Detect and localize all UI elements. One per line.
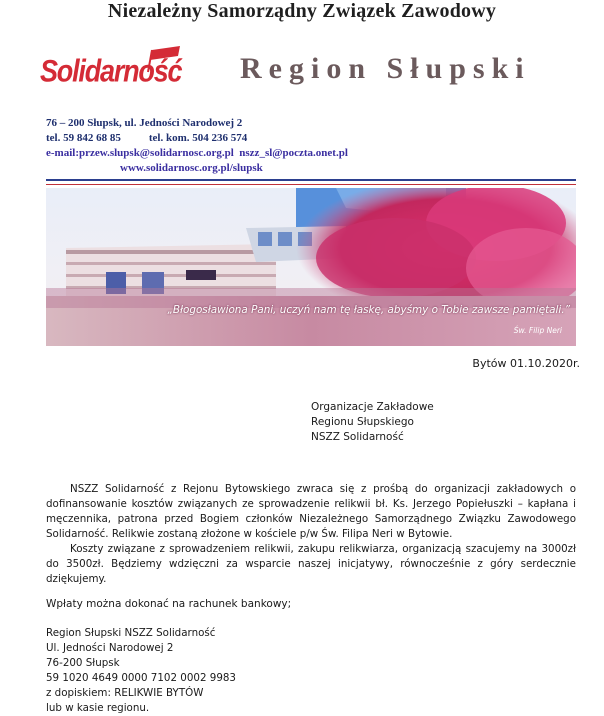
banner-quote: „Błogosławiona Pani, uczyń nam tę łaskę, abyśmy o Tobie zawsze pamiętali.” [167, 304, 570, 316]
church-blossom-illustration [46, 188, 576, 346]
email-link-secondary[interactable]: nszz_sl@poczta.onet.pl [239, 147, 348, 159]
body-paragraph: NSZZ Solidarność z Rejonu Bytowskiego zwraca się z prośbą do organizacji zakładowych o dofinansowanie kosztów związanych ze sprowadzenie relikwii bł. Ks. Jerzego Popiełuszki – kapłana i męczennika, patrona przed Bogiem członków Niezależnego Samorządnego Związku Zawodowego Solidarność. Relikwie zostaną złożone w kościele p/w Św. Filipa Neri w Bytowie. [46, 483, 576, 540]
quote-author: Św. Filip Neri [513, 326, 562, 335]
email-link[interactable]: e-mail:przew.slupsk@solidarnosc.org.pl [46, 147, 234, 159]
account-line: Region Słupski NSZZ Solidarność [46, 627, 216, 639]
logo-wordmark: Solidarność [40, 53, 182, 89]
mobile-phone: tel. kom. 504 236 574 [148, 132, 248, 144]
phone: tel. 59 842 68 85 [46, 132, 121, 144]
body-paragraph: Koszty związane z sprowadzeniem relikwii, zakupu relikwiarza, organizacją szacujemy na 3000zł do 3500zł. Będziemy wdzięczni za wsparcie naszej inicjatywy, równocześnie z góry serdecznie dziękujemy. [46, 543, 576, 585]
letter-body [46, 482, 576, 587]
bank-account-block [46, 626, 446, 716]
email-line [46, 146, 386, 161]
addressee-line: NSZZ Solidarność [311, 431, 404, 443]
address-line: 76 – 200 Słupsk, ul. Jedności Narodowej 2 [46, 117, 243, 129]
account-line: lub w kasie regionu. [46, 702, 150, 714]
transfer-intro: Wpłaty można dokonać na rachunek bankowy; [46, 598, 292, 610]
region-title: Region Słupski [240, 52, 531, 85]
website-link[interactable]: www.solidarnosc.org.pl/slupsk [120, 162, 263, 174]
solidarnosc-logo [40, 42, 200, 112]
contact-block [46, 116, 386, 176]
organization-title: Niezależny Samorządny Związek Zawodowy [107, 0, 497, 22]
letter-date: Bytów 01.10.2020r. [472, 357, 580, 370]
phone-line [46, 131, 386, 146]
account-line: Ul. Jedności Narodowej 2 [46, 642, 174, 654]
header-divider-red [46, 184, 576, 185]
addressee-line: Regionu Słupskiego [311, 416, 414, 428]
account-number: 59 1020 4649 0000 7102 0002 9983 [46, 672, 236, 684]
header-divider-blue [46, 179, 576, 181]
account-line: z dopiskiem: RELIKWIE BYTÓW [46, 687, 204, 699]
addressee-line: Organizacje Zakładowe [311, 401, 434, 413]
account-line: 76-200 Słupsk [46, 657, 120, 669]
addressee-block [311, 400, 531, 445]
header-banner-photo [46, 188, 576, 346]
